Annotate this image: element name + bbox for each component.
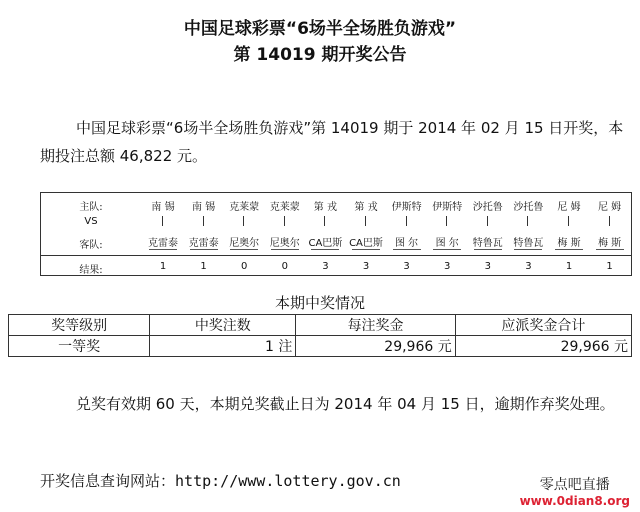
- match-result: 1: [565, 261, 573, 272]
- match-away-team: 克雷泰: [188, 238, 219, 249]
- match-home-team: 沙托鲁: [472, 202, 503, 213]
- match-result: 1: [159, 261, 167, 272]
- expiry-paragraph: 兑奖有效期 60 天，本期兑奖截止日为 2014 年 04 月 15 日，逾期作弃奖处理。: [76, 395, 615, 413]
- away-label: 客队:: [79, 240, 103, 251]
- prize-section-title: 本期中奖情况: [274, 294, 365, 312]
- match-home-team: 伊斯特: [432, 202, 463, 213]
- result-label: 结果:: [79, 265, 103, 276]
- match-away-team: 图 尔: [435, 238, 459, 249]
- match-underline: [514, 249, 542, 250]
- match-away-team: 尼奥尔: [269, 238, 300, 249]
- match-away-team: CA巴斯: [349, 238, 383, 249]
- match-result: 3: [484, 261, 491, 272]
- watermark: [520, 474, 630, 508]
- page-subtitle: 第 14019 期开奖公告: [233, 45, 407, 65]
- match-divider: [446, 216, 447, 226]
- match-divider: [324, 216, 325, 226]
- match-result: 1: [606, 261, 613, 272]
- match-result: 1: [200, 261, 207, 272]
- match-table-divider: [41, 255, 631, 256]
- prize-per-bet: 29,966 元: [296, 336, 455, 357]
- match-underline: [474, 249, 502, 250]
- match-home-team: 第 戎: [313, 202, 337, 213]
- prize-header-level: 奖等级别: [9, 315, 150, 336]
- match-away-team: 梅 斯: [557, 238, 581, 249]
- watermark-title: 零点吧直播: [539, 477, 610, 493]
- match-result: 3: [525, 261, 532, 272]
- match-divider: [162, 216, 163, 226]
- match-away-team: 克雷泰: [148, 238, 178, 249]
- match-home-team: 尼 姆: [598, 202, 622, 213]
- match-divider: [365, 216, 366, 226]
- prize-header-total: 应派奖金合计: [455, 315, 631, 336]
- match-underline: [230, 249, 258, 250]
- watermark-url: www.0dian8.org: [519, 494, 630, 508]
- match-away-team: 图 尔: [395, 238, 419, 249]
- match-result: 0: [241, 261, 248, 272]
- prize-count: 1 注: [150, 336, 296, 357]
- match-home-team: 克莱蒙: [229, 202, 260, 213]
- prize-header-count: 中奖注数: [150, 315, 296, 336]
- home-label: 主队:: [79, 202, 103, 213]
- match-home-team: 沙托鲁: [513, 202, 544, 213]
- match-away-team: 梅 斯: [598, 238, 622, 249]
- prize-table-header-row: [9, 315, 632, 336]
- match-result: 3: [322, 261, 329, 272]
- match-home-team: 南 锡: [151, 202, 175, 213]
- prize-header-per-bet: 每注奖金: [296, 315, 455, 336]
- match-home-team: 伊斯特: [391, 202, 422, 213]
- match-home-team: 南 锡: [192, 202, 216, 213]
- match-underline: [596, 249, 624, 250]
- match-away-team: 特鲁瓦: [472, 238, 503, 249]
- query-label: 开奖信息查询网站：: [40, 472, 176, 490]
- match-underline: [271, 249, 299, 250]
- match-away-team: 特鲁瓦: [513, 238, 544, 249]
- match-divider: [284, 216, 285, 226]
- page-title: 中国足球彩票“6场半全场胜负游戏”: [183, 19, 457, 39]
- match-divider: [487, 216, 488, 226]
- match-underline: [352, 249, 380, 250]
- intro-paragraph: 中国足球彩票“6场半全场胜负游戏”第 14019 期于 2014 年 02 月 15 日开奖，本期投注总额 46,822 元。: [40, 119, 624, 165]
- match-underline: [311, 249, 339, 250]
- match-divider: [203, 216, 204, 226]
- prize-table: [8, 314, 632, 357]
- query-url-link[interactable]: http://www.lottery.gov.cn: [175, 472, 401, 490]
- match-underline: [555, 249, 583, 250]
- query-line: [40, 470, 401, 491]
- match-table: [40, 192, 632, 276]
- match-result: 3: [362, 261, 370, 272]
- prize-level: 一等奖: [9, 336, 150, 357]
- prize-total: 29,966 元: [455, 336, 631, 357]
- match-underline: [433, 249, 461, 250]
- table-row: [9, 336, 632, 357]
- match-home-team: 第 戎: [354, 202, 378, 213]
- match-result: 3: [444, 261, 451, 272]
- match-underline: [393, 249, 421, 250]
- match-divider: [609, 216, 610, 226]
- match-away-team: 尼奥尔: [229, 238, 260, 249]
- match-divider: [568, 216, 569, 226]
- match-home-team: 尼 姆: [557, 202, 581, 213]
- match-home-team: 克莱蒙: [269, 202, 300, 213]
- match-result: 3: [403, 261, 410, 272]
- match-divider: [243, 216, 244, 226]
- match-underline: [190, 249, 218, 250]
- vs-label: VS: [84, 216, 98, 227]
- match-result: 0: [281, 261, 288, 272]
- match-underline: [149, 249, 177, 250]
- match-divider: [406, 216, 407, 226]
- match-away-team: CA巴斯: [308, 238, 343, 249]
- match-divider: [527, 216, 528, 226]
